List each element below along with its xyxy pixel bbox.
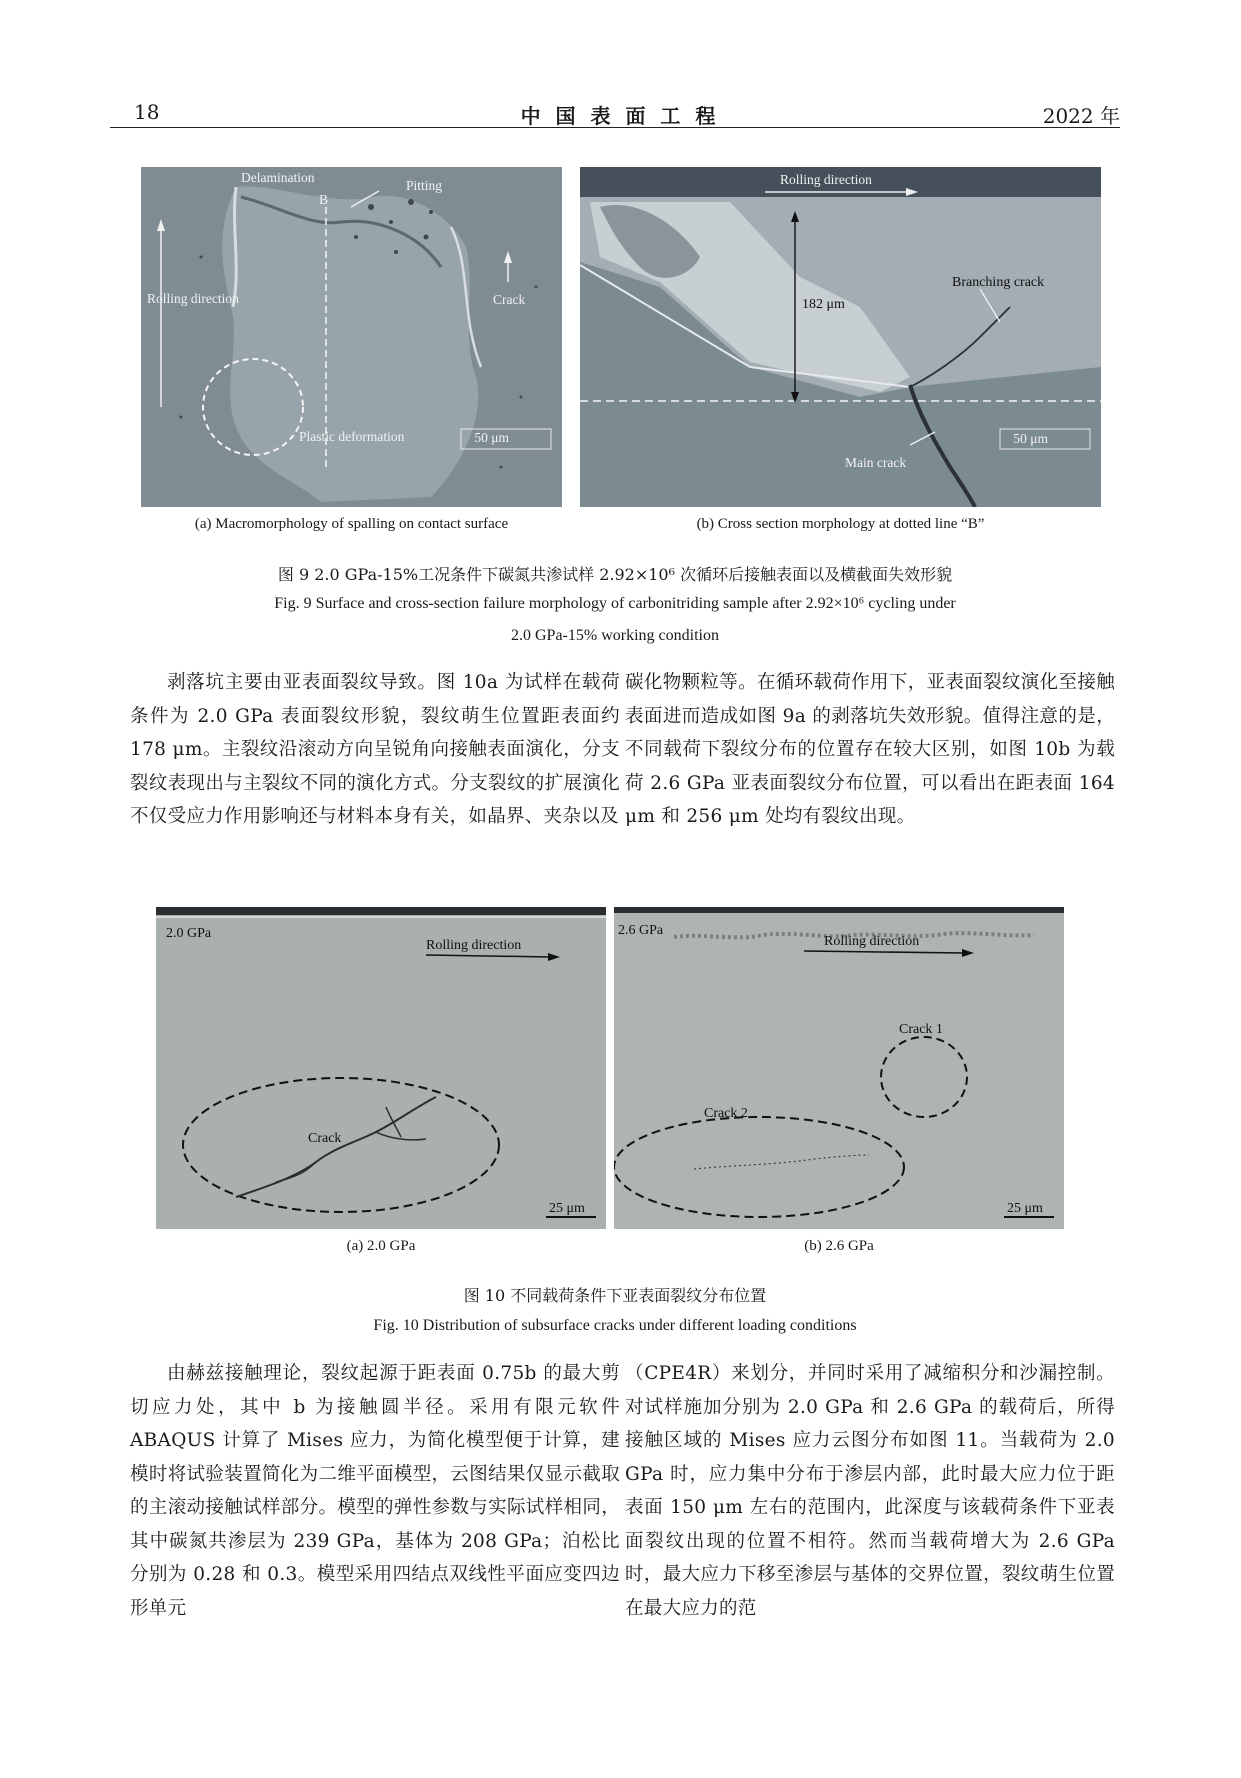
figure10a-caption: (a) 2.0 GPa [346,1238,416,1254]
paragraph-1-right: 碳化物颗粒等。在循环载荷作用下，亚表面裂纹演化至接触表面进而造成如图 9a 的剥落坑失效形貌。值得注意的是，不同载荷下裂纹分布的位置存在较大区别，如图 10b 为载荷 2.6 GPa 亚表面裂纹分布位置，可以看出在距表面 164 μm 和 256 μm 处均有裂纹出现。 [625,672,1115,827]
paragraph-2-right: （CPE4R）来划分，并同时采用了减缩积分和沙漏控制。对试样施加分别为 2.0 GPa 和 2.6 GPa 的载荷后，所得接触区域的 Mises 应力云图分布如图 11。当载荷为 2.0 GPa 时，应力集中分布于渗层内部，此时最大应力位于距表面 150 μm 左右的范围内，此深度与该载荷条件下亚表面裂纹出现的位置不相符。然而当载荷增大为 2.6 GPa 时，最大应力下移至渗层与基体的交界位置，裂纹萌生位置在最大应力的范 [625,1363,1115,1619]
figure10b-caption: (b) 2.6 GPa [804,1238,874,1254]
plastic-deformation-label: Plastic deformation [299,429,405,444]
figure9-panel-a-labels [141,167,562,507]
figure10-panel-b-labels [614,907,1064,1229]
scale-bar-label: 25 μm [1007,1201,1043,1216]
figure10-caption-en: Fig. 10 Distribution of subsurface cracks under different loading conditions [373,1317,857,1334]
figure10-panel-a [156,907,606,1229]
crack1-label: Crack 1 [899,1022,943,1037]
load-label: 2.0 GPa [166,926,212,941]
delamination-label: Delamination [241,170,315,185]
rolling-direction-label: Rolling direction [780,172,872,187]
paragraph-1-left: 剥落坑主要由亚表面裂纹导致。图 10a 为试样在载荷条件为 2.0 GPa 表面裂纹形貌，裂纹萌生位置距表面约 178 μm。主裂纹沿滚动方向呈锐角向接触表面演化，分支裂纹表现出与主裂纹不同的演化方式。分支裂纹的扩展演化不仅受应力作用影响还与材料本身有关，如晶界、夹杂以及 [130,672,620,827]
figure9-panel-b [580,167,1101,507]
rolling-direction-label: Rolling direction [824,934,920,949]
b-marker-label: B [319,192,329,207]
page-number: 18 [134,100,160,124]
crack-label: Crack [308,1131,342,1146]
figure9-panel-a [141,167,562,507]
figure9-caption-en-line2: 2.0 GPa-15% working condition [511,627,719,644]
header-rule [110,127,1120,128]
scale-bar-label: 25 μm [549,1201,585,1216]
figure9-caption-cn: 图 9 2.0 GPa-15%工况条件下碳氮共渗试样 2.92×10⁶ 次循环后接触表面以及横截面失效形貌 [277,565,953,584]
rolling-direction-label: Rolling direction [426,938,522,953]
figure10-caption-cn: 图 10 不同载荷条件下亚表面裂纹分布位置 [463,1286,767,1305]
depth-label: 182 μm [802,297,845,312]
rolling-direction-label: Rolling direction [147,291,239,306]
journal-title: 中 国 表 面 工 程 [520,104,720,128]
figure10-panel-b [614,907,1064,1229]
scale-bar-label: 50 μm [474,430,509,445]
branching-crack-label: Branching crack [952,275,1045,290]
pitting-label: Pitting [406,178,443,193]
main-crack-label: Main crack [845,455,907,470]
load-label: 2.6 GPa [618,923,664,938]
figure9a-caption: (a) Macromorphology of spalling on contact surface [194,516,509,532]
figure9-caption-en-line1: Fig. 9 Surface and cross-section failure morphology of carbonitriding sample after 2.92×10⁶ cycling under [274,595,956,612]
scale-bar-label: 50 μm [1013,431,1048,446]
figure9-panel-b-labels [580,167,1101,507]
crack2-label: Crack 2 [704,1106,748,1121]
figure9b-caption: (b) Cross section morphology at dotted line “B” [696,516,985,532]
crack-label: Crack [493,292,526,307]
paragraph-2-left: 由赫兹接触理论，裂纹起源于距表面 0.75b 的最大剪切应力处，其中 b 为接触圆半径。采用有限元软件 ABAQUS 计算了 Mises 应力，为简化模型便于计算，建模时将试验装置简化为二维平面模型，云图结果仅显示截取的主滚动接触试样部分。模型的弹性参数与实际试样相同，其中碳氮共渗层为 239 GPa，基体为 208 GPa；泊松比分别为 0.28 和 0.3。模型采用四结点双线性平面应变四边形单元 [130,1363,620,1619]
figure10-panel-a-labels [156,907,606,1229]
year: 2022 年 [1042,104,1120,128]
